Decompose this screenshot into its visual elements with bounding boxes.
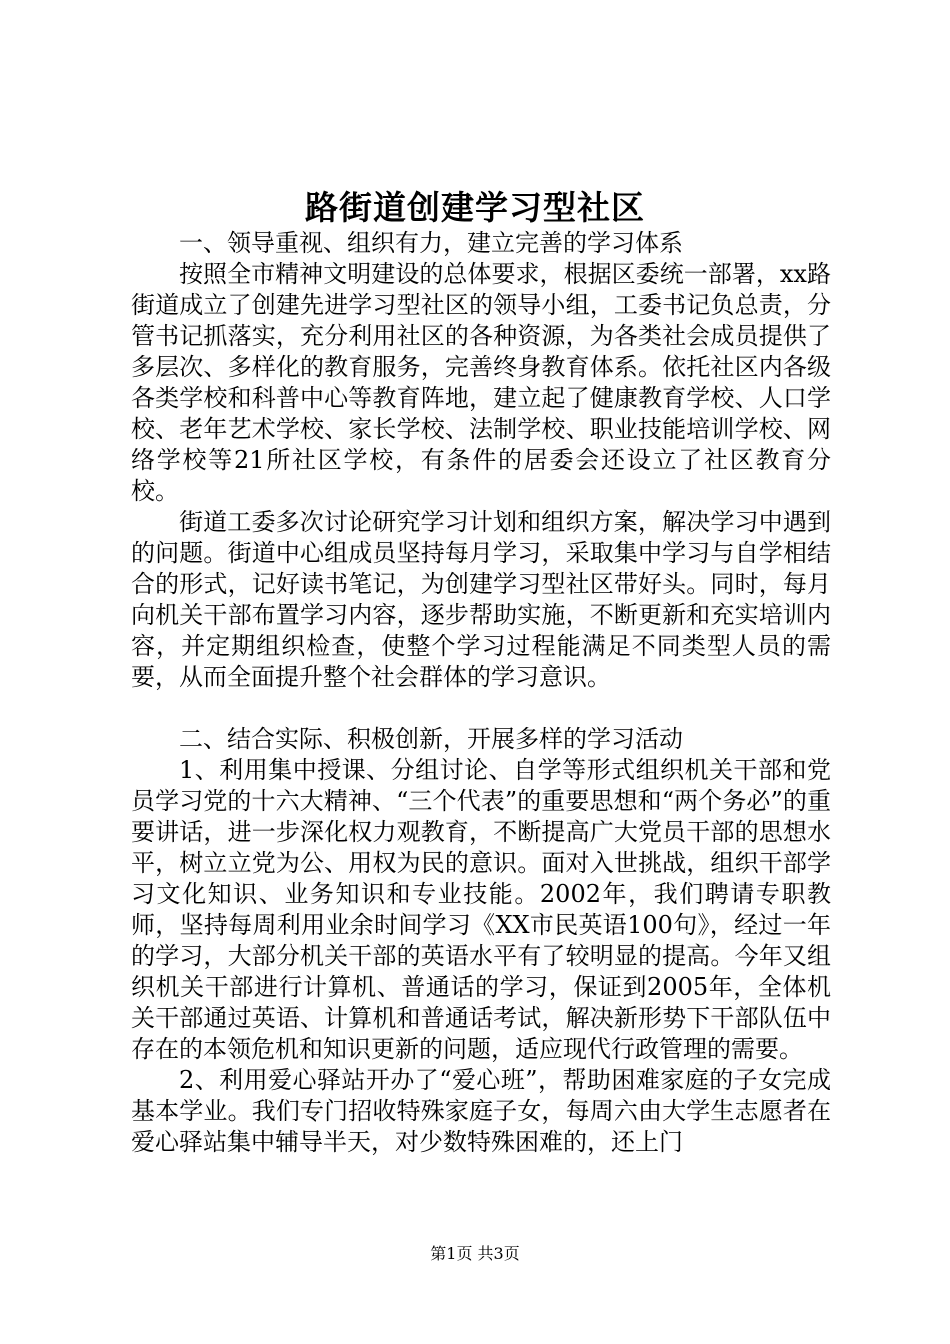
paragraph-4: 2、利用爱心驿站开办了“爱心班”，帮助困难家庭的子女完成基本学业。我们专门招收特殊家庭子女，每周六由大学生志愿者在爱心驿站集中辅导半天，对少数特殊困难的，还上门 xyxy=(131,1066,831,1156)
document-title: 路街道创建学习型社区 xyxy=(305,188,645,227)
paragraph-3: 1、利用集中授课、分组讨论、自学等形式组织机关干部和党员学习党的十六大精神、“三个代表”的重要思想和“两个务必”的重要讲话，进一步深化权力观教育，不断提高广大党员干部的思想水平，树立立党为公、用权为民的意识。面对入世挑战，组织干部学习文化知识、业务知识和专业技能。2002年，我们聘请专职教师，坚持每周利用业余时间学习《XX市民英语100句》，经过一年的学习，大部分机关干部的英语水平有了较明显的提高。今年又组织机关干部进行计算机、普通话的学习，保证到2005年，全体机关干部通过英语、计算机和普通话考试，解决新形势下干部队伍中存在的本领危机和知识更新的问题，适应现代行政管理的需要。 xyxy=(131,756,831,1063)
paragraph-2: 街道工委多次讨论研究学习计划和组织方案，解决学习中遇到的问题。街道中心组成员坚持每月学习，采取集中学习与自学相结合的形式，记好读书笔记，为创建学习型社区带好头。同时，每月向机关干部布置学习内容，逐步帮助实施，不断更新和充实培训内容，并定期组织检查，使整个学习过程能满足不同类型人员的需要，从而全面提升整个社会群体的学习意识。 xyxy=(131,508,831,691)
page-footer: 第1页 共3页 xyxy=(430,1244,520,1263)
section-heading-1: 一、领导重视、组织有力，建立完善的学习体系 xyxy=(179,229,683,257)
paragraph-1: 按照全市精神文明建设的总体要求，根据区委统一部署，xx路街道成立了创建先进学习型社区的领导小组，工委书记负总责，分管书记抓落实，充分利用社区的各种资源，为各类社会成员提供了多层次、多样化的教育服务，完善终身教育体系。依托社区内各级各类学校和科普中心等教育阵地，建立起了健康教育学校、人口学校、老年艺术学校、家长学校、法制学校、职业技能培训学校、网络学校等21所社区学校，有条件的居委会还设立了社区教育分校。 xyxy=(131,260,831,505)
section-heading-2: 二、结合实际、积极创新，开展多样的学习活动 xyxy=(179,725,683,753)
blank-line xyxy=(131,693,831,724)
document-body xyxy=(131,228,831,1158)
